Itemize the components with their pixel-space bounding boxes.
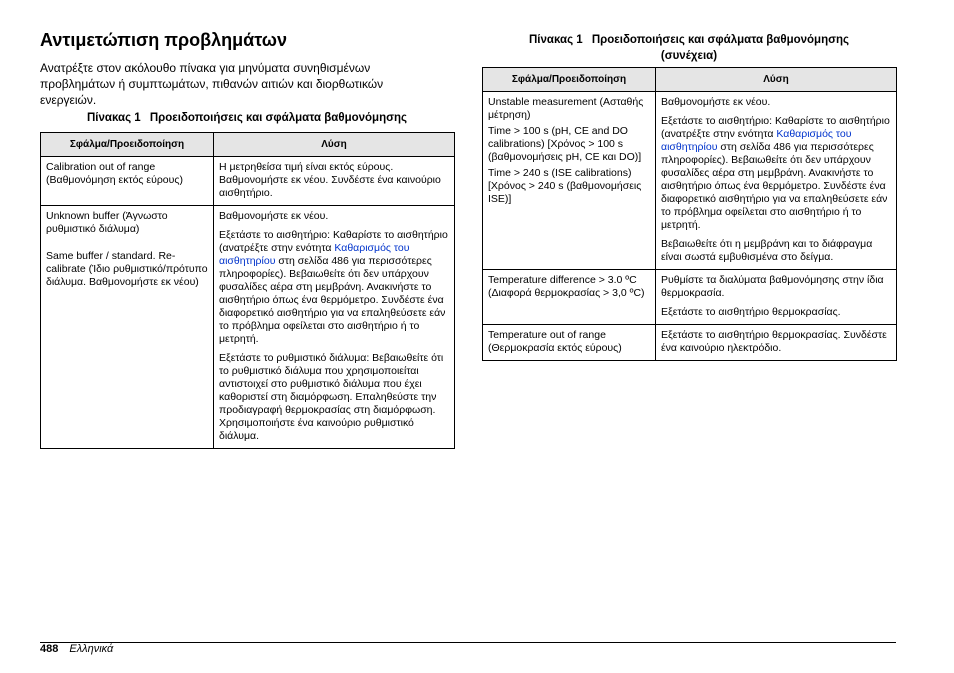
- solution-text: Βαθμονομήστε εκ νέου.: [219, 210, 329, 222]
- table-row: [41, 206, 455, 449]
- caption-label: Πίνακας 1: [529, 34, 583, 46]
- header-solution: Λύση: [656, 68, 897, 92]
- solution-text: Εξετάστε το αισθητήριο: Καθαρίστε το αισθητήριο (ανατρέξτε στην ενότητα Καθαρισμός του αισθητηρίου στη σελίδα 486 για περισσότερες πληροφορίες). Βεβαιωθείτε ότι δεν υπάρχουν φυσαλίδες αέρα στη μεμβράνη. Ανακινήστε το αισθητήριο όπως ένα θερμόμετρο. Συνδέστε ένα διαφορετικό αισθητήριο για να επαληθεύσετε εάν το πρόβλημα οφείλεται στο αισθητήριο ή το μετρητή.: [219, 229, 448, 345]
- solution-cell: [656, 325, 897, 361]
- table-row: [483, 270, 897, 325]
- solution-text: Βεβαιωθείτε ότι η μεμβράνη και το διάφραγμα είναι σωστά εμβυθισμένα στο δείγμα.: [661, 238, 873, 263]
- solution-cell: [656, 270, 897, 325]
- error-cell: [41, 157, 214, 206]
- page-title: Αντιμετώπιση προβλημάτων: [40, 30, 287, 50]
- table-caption-left: [40, 110, 454, 126]
- error-text: Calibration out of range (Βαθμονόμηση εκτός εύρους): [46, 161, 183, 186]
- caption-continued: (συνέχεια): [660, 50, 718, 62]
- table-row: [483, 325, 897, 361]
- header-solution: Λύση: [214, 133, 455, 157]
- error-cell: [483, 325, 656, 361]
- table-header-row: [483, 68, 897, 92]
- error-text: Unstable measurement (Ασταθής μέτρηση): [488, 96, 644, 121]
- error-text: Temperature out of range (Θερμοκρασία εκτός εύρους): [488, 329, 622, 354]
- calibration-errors-table: [40, 132, 455, 449]
- solution-text: Εξετάστε το αισθητήριο θερμοκρασίας.: [661, 306, 841, 318]
- solution-text: Ρυθμίστε τα διαλύματα βαθμονόμησης στην ίδια θερμοκρασία.: [661, 274, 884, 299]
- header-error: Σφάλμα/Προειδοποίηση: [41, 133, 214, 157]
- error-text: Time > 100 s (pH, CE and DO calibrations) [Χρόνος > 100 s (βαθμονομήσεις pH, CE και DO)]: [488, 125, 642, 163]
- page-number: 488: [40, 643, 59, 655]
- solution-cell: [214, 157, 455, 206]
- caption-text: Προειδοποιήσεις και σφάλματα βαθμονόμησης: [591, 34, 849, 46]
- solution-cell: [656, 92, 897, 270]
- solution-text: Βαθμονομήστε εκ νέου.: [661, 96, 771, 108]
- cleaning-section-link[interactable]: Καθαρισμός του αισθητηρίου: [661, 128, 852, 153]
- solution-text: Η μετρηθείσα τιμή είναι εκτός εύρους. Βαθμονομήστε εκ νέου. Συνδέστε ένα καινούριο αισθητήριο.: [219, 161, 441, 199]
- error-cell: [483, 92, 656, 270]
- calibration-errors-table-continued: [482, 67, 897, 361]
- table-row: [483, 92, 897, 270]
- footer-divider: [40, 642, 896, 643]
- solution-text: Εξετάστε το αισθητήριο: Καθαρίστε το αισθητήριο (ανατρέξτε στην ενότητα Καθαρισμός του αισθητηρίου στη σελίδα 486 για περισσότερες πληροφορίες). Βεβαιωθείτε ότι δεν υπάρχουν φυσαλίδες αέρα στη μεμβράνη. Ανακινήστε το αισθητήριο όπως ένα θερμόμετρο. Συνδέστε ένα διαφορετικό αισθητήριο για να επαληθεύσετε εάν το πρόβλημα οφείλεται στο αισθητήριο ή το μετρητή.: [661, 115, 890, 231]
- solution-text: Εξετάστε το αισθητήριο θερμοκρασίας. Συνδέστε ένα καινούριο ηλεκτρόδιο.: [661, 329, 887, 354]
- solution-cell: [214, 206, 455, 449]
- header-error: Σφάλμα/Προειδοποίηση: [483, 68, 656, 92]
- error-cell: [41, 206, 214, 449]
- error-text: Time > 240 s (ISE calibrations) [Χρόνος > 240 s (βαθμονομήσεις ISE)]: [488, 167, 642, 205]
- table-caption-right: [482, 32, 896, 64]
- caption-label: Πίνακας 1: [87, 112, 141, 124]
- error-text: Same buffer / standard. Re-calibrate (Ίδιο ρυθμιστικό/πρότυπο διάλυμα. Βαθμονομήστε εκ νέου): [46, 250, 208, 288]
- table-header-row: [41, 133, 455, 157]
- caption-text: Προειδοποιήσεις και σφάλματα βαθμονόμησης: [149, 112, 407, 124]
- cleaning-section-link[interactable]: Καθαρισμός του αισθητηρίου: [219, 242, 410, 267]
- error-text: Temperature difference > 3.0 ºC (Διαφορά θερμοκρασίας > 3,0 ºC): [488, 274, 645, 299]
- footer-language: Ελληνικά: [69, 643, 114, 655]
- table-row: [41, 157, 455, 206]
- intro-paragraph: Ανατρέξτε στον ακόλουθο πίνακα για μηνύματα συνηθισμένων προβλημάτων ή συμπτωμάτων, πιθανών αιτιών και διορθωτικών ενεργειών.: [40, 61, 384, 107]
- error-cell: [483, 270, 656, 325]
- error-text: Unknown buffer (Άγνωστο ρυθμιστικό διάλυμα): [46, 210, 168, 235]
- page-footer: [40, 643, 113, 655]
- solution-text: Εξετάστε το ρυθμιστικό διάλυμα: Βεβαιωθείτε ότι το ρυθμιστικό διάλυμα που χρησιμοποιείται αντιστοιχεί στο ρυθμιστικό διάλυμα που έχει καθοριστεί στη διαμόρφωση. Επαληθεύστε την προδιαγραφή θερμοκρασίας στη διαμόρφωση. Χρησιμοποιήστε ένα καινούριο ρυθμιστικό διάλυμα.: [219, 352, 444, 442]
